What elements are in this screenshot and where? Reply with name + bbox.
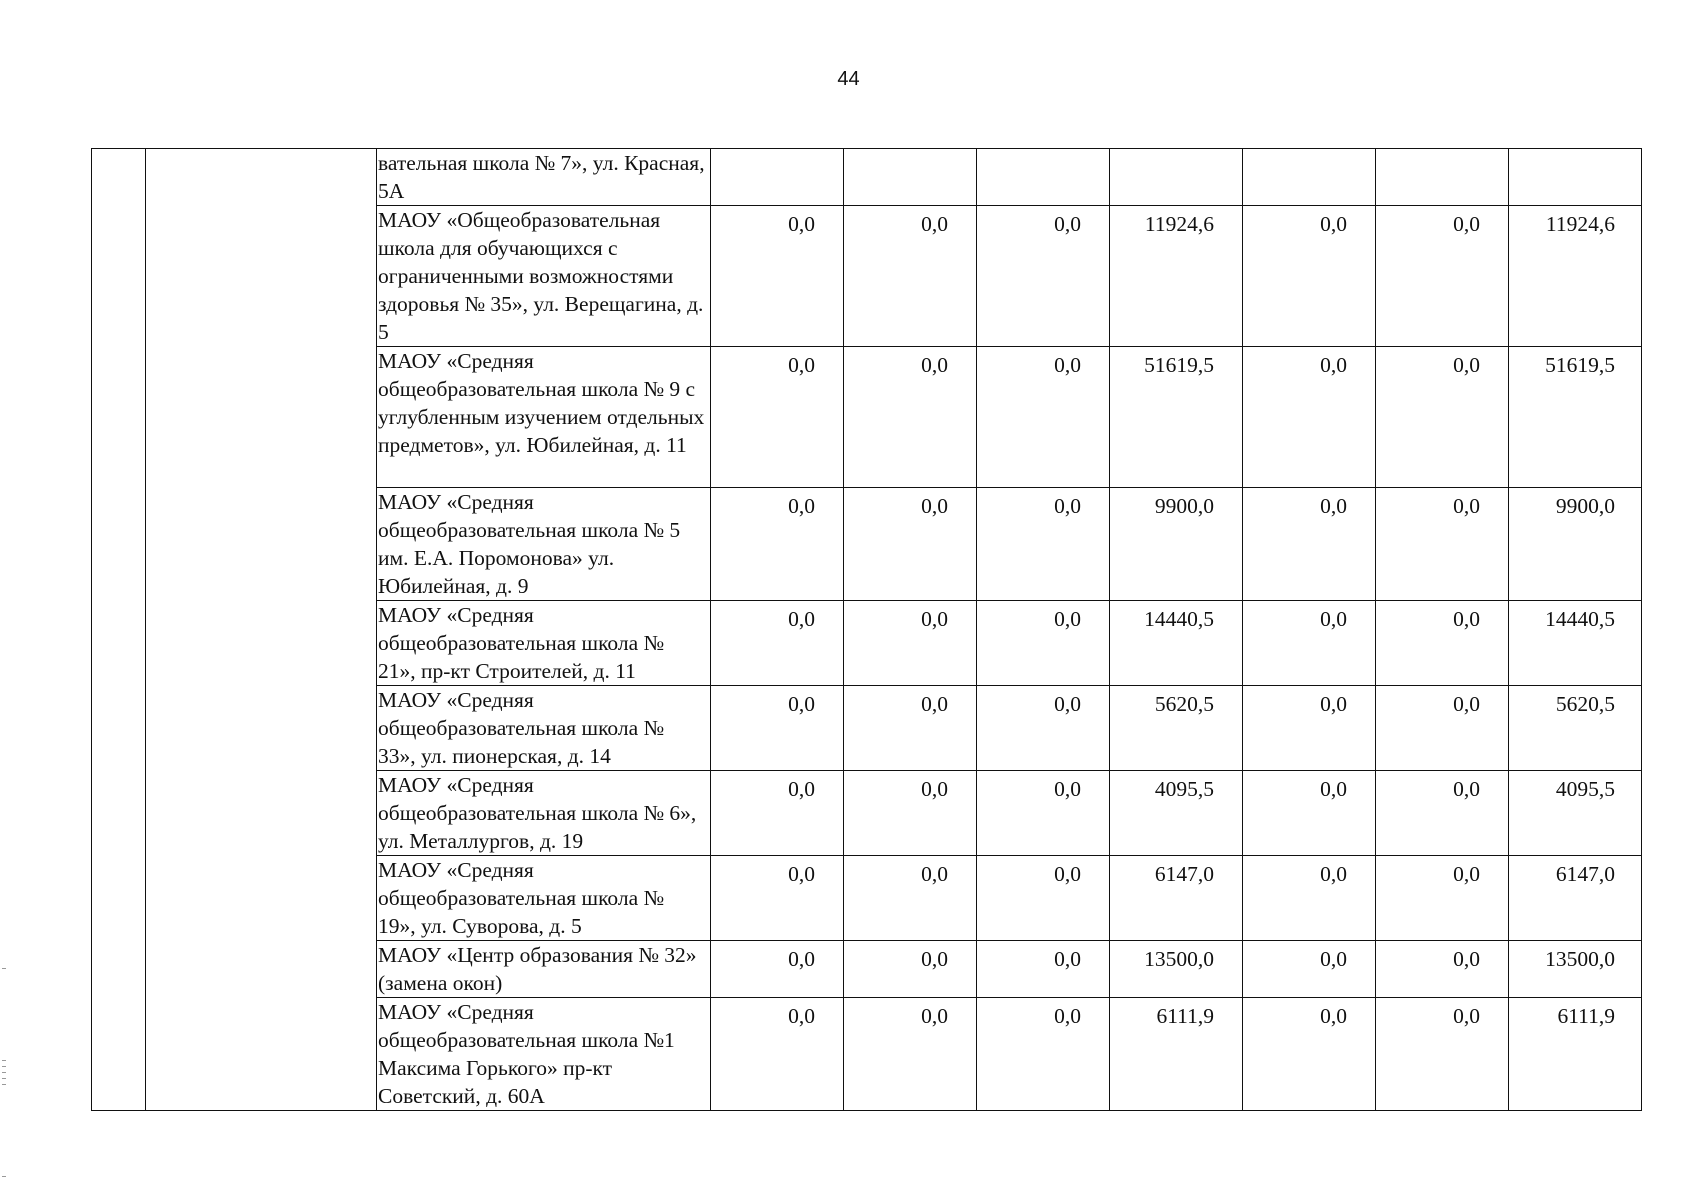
institution-name: МАОУ «Средняя общеобразовательная школа № 6», ул. Металлургов, д. 19: [378, 773, 697, 853]
value-v1: 0,0: [788, 947, 815, 971]
value-v4: 6111,9: [1156, 1004, 1214, 1028]
institution-cell: [377, 206, 711, 347]
value-cell: [844, 206, 977, 347]
total-value: [1509, 149, 1641, 153]
value-cell: [1376, 941, 1509, 998]
value-v3: 0,0: [1054, 353, 1081, 377]
institution-name: МАОУ «Центр образования № 32» (замена окон): [378, 943, 697, 995]
value-cell: [1376, 856, 1509, 941]
total-cell: [1509, 601, 1642, 686]
value-cell: [1376, 206, 1509, 347]
total-cell: [1509, 941, 1642, 998]
value-v2: 0,0: [921, 212, 948, 236]
institution-cell: [377, 488, 711, 601]
total-value: 11924,6: [1545, 212, 1615, 236]
value-cell: [711, 601, 844, 686]
total-cell: [1509, 206, 1642, 347]
total-cell: [1509, 488, 1642, 601]
value-cell: [1110, 941, 1243, 998]
value-cell: [977, 941, 1110, 998]
value-cell: [844, 601, 977, 686]
value-v1: 0,0: [788, 692, 815, 716]
value-v5: 0,0: [1320, 353, 1347, 377]
total-cell: [1509, 149, 1642, 206]
institution-name: МАОУ «Средняя общеобразовательная школа № 9 с углубленным изучением отдельных предметов», ул. Юбилейная, д. 11: [378, 349, 705, 457]
value-cell: [977, 856, 1110, 941]
value-v2: 0,0: [921, 692, 948, 716]
value-cell: [977, 998, 1110, 1111]
value-v3: 0,0: [1054, 1004, 1081, 1028]
value-v6: 0,0: [1453, 353, 1480, 377]
value-v3: 0,0: [1054, 777, 1081, 801]
value-cell: [711, 771, 844, 856]
value-v1: 0,0: [788, 607, 815, 631]
institution-name: вательная школа № 7», ул. Красная, 5А: [378, 151, 705, 203]
scan-mark: [2, 1084, 6, 1085]
total-value: 6111,9: [1557, 1004, 1615, 1028]
value-cell: [1376, 488, 1509, 601]
value-cell: [1376, 601, 1509, 686]
value-cell: [711, 347, 844, 488]
value-v5: 0,0: [1320, 494, 1347, 518]
value-cell: [1376, 686, 1509, 771]
value-cell: [977, 488, 1110, 601]
value-v4: 9900,0: [1154, 494, 1214, 518]
value-cell: [1110, 856, 1243, 941]
institution-cell: [377, 149, 711, 206]
value-v1: 0,0: [788, 1004, 815, 1028]
value-cell: [977, 347, 1110, 488]
value-cell: [1243, 998, 1376, 1111]
value-cell: [977, 686, 1110, 771]
value-v1: 0,0: [788, 212, 815, 236]
value-v4: 14440,5: [1144, 607, 1214, 631]
value-cell: [1110, 488, 1243, 601]
value-v4: 6147,0: [1154, 862, 1214, 886]
index-cell: [92, 149, 146, 1111]
value-cell: [1110, 206, 1243, 347]
value-cell: [1376, 771, 1509, 856]
value-cell: [1243, 488, 1376, 601]
value-v6: 0,0: [1453, 1004, 1480, 1028]
value-cell: [711, 206, 844, 347]
institution-name: МАОУ «Средняя общеобразовательная школа № 19», ул. Суворова, д. 5: [378, 858, 665, 938]
value-cell: [1243, 941, 1376, 998]
value-v3: 0,0: [1054, 947, 1081, 971]
value-v5: 0,0: [1320, 692, 1347, 716]
value-v1: 0,0: [788, 862, 815, 886]
value-cell: [1243, 771, 1376, 856]
value-cell: [844, 149, 977, 206]
value-cell: [1376, 347, 1509, 488]
page-number: 44: [837, 68, 860, 90]
value-cell: [844, 998, 977, 1111]
total-cell: [1509, 347, 1642, 488]
value-cell: [977, 771, 1110, 856]
table-body: [92, 149, 1642, 1111]
value-v5: 0,0: [1320, 777, 1347, 801]
value-cell: [711, 856, 844, 941]
value-cell: [977, 149, 1110, 206]
institution-name: МАОУ «Средняя общеобразовательная школа №1 Максима Горького» пр-кт Советский, д. 60А: [378, 1000, 675, 1108]
scan-mark: [2, 1072, 6, 1073]
value-v5: 0,0: [1320, 947, 1347, 971]
value-cell: [1243, 347, 1376, 488]
scan-mark: [2, 1078, 6, 1079]
institution-cell: [377, 347, 711, 488]
value-v6: 0,0: [1453, 692, 1480, 716]
value-cell: [1110, 686, 1243, 771]
value-cell: [711, 149, 844, 206]
value-v2: 0,0: [921, 777, 948, 801]
institution-cell: [377, 771, 711, 856]
value-v4: [1110, 149, 1242, 153]
institution-name: МАОУ «Средняя общеобразовательная школа № 21», пр-кт Строителей, д. 11: [378, 603, 665, 683]
value-v4: 5620,5: [1154, 692, 1214, 716]
value-v2: 0,0: [921, 1004, 948, 1028]
value-v3: 0,0: [1054, 212, 1081, 236]
value-cell: [711, 941, 844, 998]
value-cell: [1110, 601, 1243, 686]
value-v6: 0,0: [1453, 212, 1480, 236]
value-v2: 0,0: [921, 947, 948, 971]
value-v3: 0,0: [1054, 862, 1081, 886]
institution-name: МАОУ «Общеобразовательная школа для обучающихся с ограниченными возможностями здоровья № 35», ул. Верещагина, д. 5: [378, 208, 704, 344]
total-value: 13500,0: [1545, 947, 1615, 971]
value-v3: 0,0: [1054, 692, 1081, 716]
value-v4: 11924,6: [1144, 212, 1214, 236]
institution-cell: [377, 856, 711, 941]
value-cell: [1243, 601, 1376, 686]
institution-name: МАОУ «Средняя общеобразовательная школа № 5 им. Е.А. Поромонова» ул. Юбилейная, д. 9: [378, 490, 681, 598]
value-cell: [711, 488, 844, 601]
total-value: 5620,5: [1555, 692, 1615, 716]
value-cell: [844, 686, 977, 771]
value-cell: [1243, 206, 1376, 347]
value-v1: 0,0: [788, 777, 815, 801]
value-v6: 0,0: [1453, 947, 1480, 971]
budget-table: [91, 148, 1642, 1111]
value-v5: 0,0: [1320, 212, 1347, 236]
institution-cell: [377, 941, 711, 998]
value-cell: [1376, 149, 1509, 206]
scan-mark: [2, 1060, 6, 1061]
value-v6: 0,0: [1453, 494, 1480, 518]
total-value: 6147,0: [1555, 862, 1615, 886]
value-cell: [844, 347, 977, 488]
total-cell: [1509, 686, 1642, 771]
institution-name: МАОУ «Средняя общеобразовательная школа № 33», ул. пионерская, д. 14: [378, 688, 665, 768]
value-v6: 0,0: [1453, 862, 1480, 886]
value-v4: 13500,0: [1144, 947, 1214, 971]
scan-mark: [2, 1066, 6, 1067]
value-v5: 0,0: [1320, 1004, 1347, 1028]
total-value: 14440,5: [1545, 607, 1615, 631]
value-cell: [844, 941, 977, 998]
value-cell: [977, 206, 1110, 347]
value-v6: 0,0: [1453, 777, 1480, 801]
value-v2: 0,0: [921, 607, 948, 631]
institution-cell: [377, 601, 711, 686]
value-v3: 0,0: [1054, 607, 1081, 631]
value-v1: 0,0: [788, 494, 815, 518]
value-v2: 0,0: [921, 862, 948, 886]
scan-mark: [2, 968, 6, 969]
total-value: 51619,5: [1545, 353, 1615, 377]
value-v2: 0,0: [921, 353, 948, 377]
value-cell: [1243, 149, 1376, 206]
value-v5: 0,0: [1320, 607, 1347, 631]
total-cell: [1509, 771, 1642, 856]
total-cell: [1509, 856, 1642, 941]
value-cell: [1376, 998, 1509, 1111]
total-value: 9900,0: [1555, 494, 1615, 518]
institution-cell: [377, 998, 711, 1111]
value-v1: 0,0: [788, 353, 815, 377]
value-cell: [844, 488, 977, 601]
value-cell: [711, 998, 844, 1111]
value-v3: [977, 149, 1109, 153]
total-cell: [1509, 998, 1642, 1111]
value-v2: [844, 149, 976, 153]
value-cell: [844, 771, 977, 856]
value-v5: [1243, 149, 1375, 153]
value-v1: [711, 149, 843, 153]
table-row: [92, 149, 1642, 206]
value-cell: [844, 856, 977, 941]
value-cell: [1110, 771, 1243, 856]
value-cell: [977, 601, 1110, 686]
scan-mark: [2, 1176, 6, 1177]
value-cell: [1110, 347, 1243, 488]
value-cell: [1110, 998, 1243, 1111]
value-cell: [1110, 149, 1243, 206]
value-v6: [1376, 149, 1508, 153]
value-v4: 4095,5: [1154, 777, 1214, 801]
value-v2: 0,0: [921, 494, 948, 518]
value-cell: [1243, 686, 1376, 771]
value-v3: 0,0: [1054, 494, 1081, 518]
total-value: 4095,5: [1555, 777, 1615, 801]
value-cell: [1243, 856, 1376, 941]
program-cell: [146, 149, 377, 1111]
value-v5: 0,0: [1320, 862, 1347, 886]
value-v4: 51619,5: [1144, 353, 1214, 377]
value-v6: 0,0: [1453, 607, 1480, 631]
institution-cell: [377, 686, 711, 771]
value-cell: [711, 686, 844, 771]
